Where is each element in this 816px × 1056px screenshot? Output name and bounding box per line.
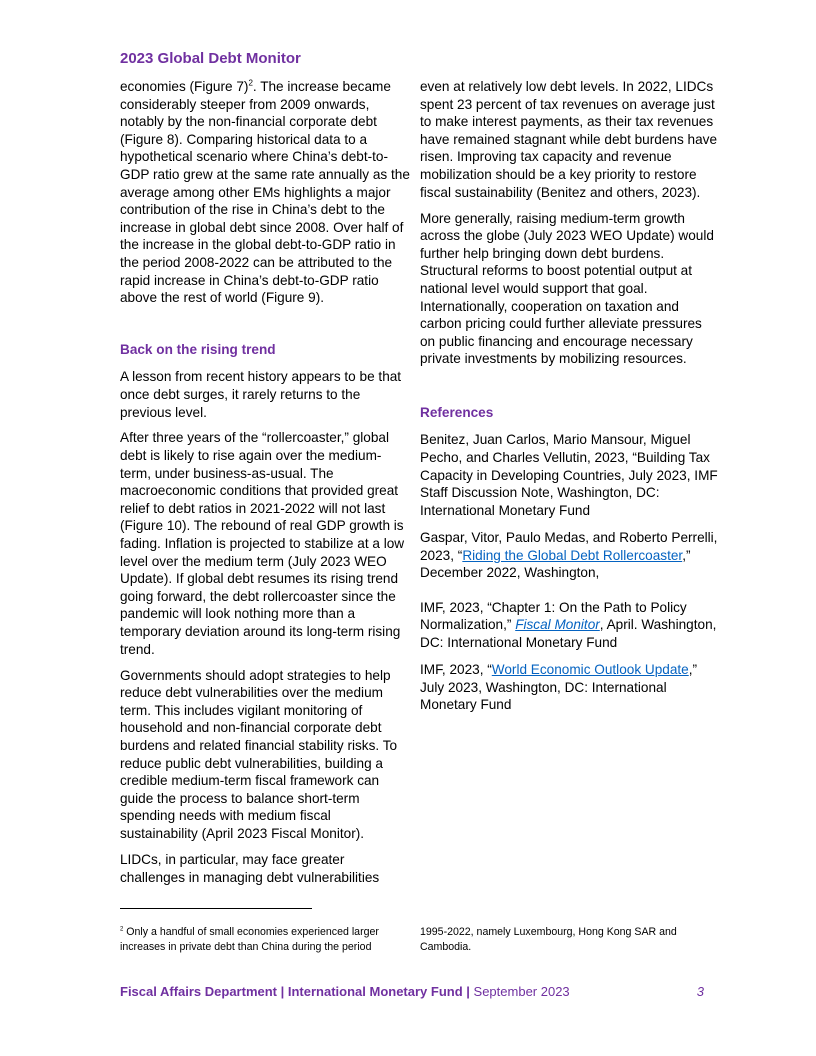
reference-link[interactable]: Fiscal Monitor	[515, 617, 600, 633]
page-header-title: 2023 Global Debt Monitor	[120, 50, 301, 67]
right-column	[420, 78, 720, 723]
paragraph: even at relatively low debt levels. In 2022, LIDCs spent 23 percent of tax revenues on average just to make interest payments, as their tax revenues have remained stagnant while debt burdens have risen. Improving tax capacity and revenue mobilization should be a key priority to restore fiscal sustainability (Benitez and others, 2023).	[420, 79, 717, 200]
reference-item: Gaspar, Vitor, Paulo Medas, and Roberto Perrelli, 2023, “Riding the Global Debt Rollercoaster,” December 2022, Washington,	[420, 529, 718, 581]
page-footer	[120, 984, 704, 999]
paragraph: economies (Figure 7)$^2$. The increase became considerably steeper from 2009 onwards, notably by the non-financial corporate debt (Figure 8). Comparing historical data to a hypothetical scenario where China’s debt-to-GDP ratio grew at the same rate annually as the average among other EMs highlights a major contribution of the rise in China’s debt to the increase in global debt since 2008. Over half of the increase in the global debt-to-GDP ratio in the period 2008-2022 can be attributed to the rapid increase in China’s debt-to-GDP ratio above the rest of world (Figure 9).	[120, 78, 410, 306]
paragraph: LIDCs, in particular, may face greater challenges in managing debt vulnerabilities	[120, 851, 380, 885]
paragraph: More generally, raising medium-term growth across the globe (July 2023 WEO Update) would further help bringing down debt burdens. Structural reforms to boost potential output at national level would support that goal. Internationally, cooperation on taxation and carbon pricing could further alleviate pressures on public financing and encourage necessary private investments by mobilizing resources.	[420, 210, 714, 367]
reference-link[interactable]: World Economic Outlook Update	[491, 662, 689, 678]
reference-item: IMF, 2023, “Chapter 1: On the Path to Policy Normalization,” Fiscal Monitor, April. Washington, DC: International Monetary Fund	[420, 599, 717, 650]
references-heading: References	[420, 404, 494, 420]
footnote-divider	[120, 908, 312, 909]
page-number: 3	[696, 984, 704, 999]
left-column	[120, 78, 412, 895]
footnote-right: 1995-2022, namely Luxembourg, Hong Kong SAR and Cambodia.	[420, 926, 677, 953]
reference-link[interactable]: Riding the Global Debt Rollercoaster	[462, 547, 683, 563]
paragraph: A lesson from recent history appears to be that once debt surges, it rarely returns to the previous level.	[120, 369, 402, 420]
footnote-reference[interactable]: 2	[248, 78, 253, 88]
footnote-marker: 2	[120, 926, 124, 933]
section-heading: Back on the rising trend	[120, 341, 276, 357]
footer-department: Fiscal Affairs Department | International Monetary Fund |	[120, 984, 470, 999]
paragraph: After three years of the “rollercoaster,” global debt is likely to rise again over the medium-term, under business-as-usual. The macroeconomic conditions that provided great relief to debt ratios in 2021-2022 will not last (Figure 10). The rebound of real GDP growth is fading. Inflation is projected to stabilize at a low level over the medium term (July 2023 WEO Update). If global debt resumes its rising trend going forward, the debt rollercoaster since the pandemic will look nothing more than a temporary deviation around its long-term rising trend.	[120, 430, 405, 657]
footnote-left: $^2$ Only a handful of small economies experienced larger increases in private debt than China during the period	[120, 926, 379, 953]
paragraph: Governments should adopt strategies to help reduce debt vulnerabilities over the medium term. This includes vigilant monitoring of household and non-financial corporate debt burdens and related financial stability risks. To reduce public debt vulnerabilities, building a credible medium-term fiscal framework can guide the process to balance short-term spending needs with medium fiscal sustainability (April 2023 Fiscal Monitor).	[120, 667, 398, 841]
reference-item: IMF, 2023, “World Economic Outlook Update,” July 2023, Washington, DC: International Monetary Fund	[420, 662, 698, 713]
footer-date: September 2023	[473, 984, 570, 999]
reference-item: Benitez, Juan Carlos, Mario Mansour, Miguel Pecho, and Charles Vellutin, 2023, “Building Tax Capacity in Developing Countries, July 2023, IMF Staff Discussion Note, Washington, DC: International Monetary Fund	[420, 432, 718, 518]
